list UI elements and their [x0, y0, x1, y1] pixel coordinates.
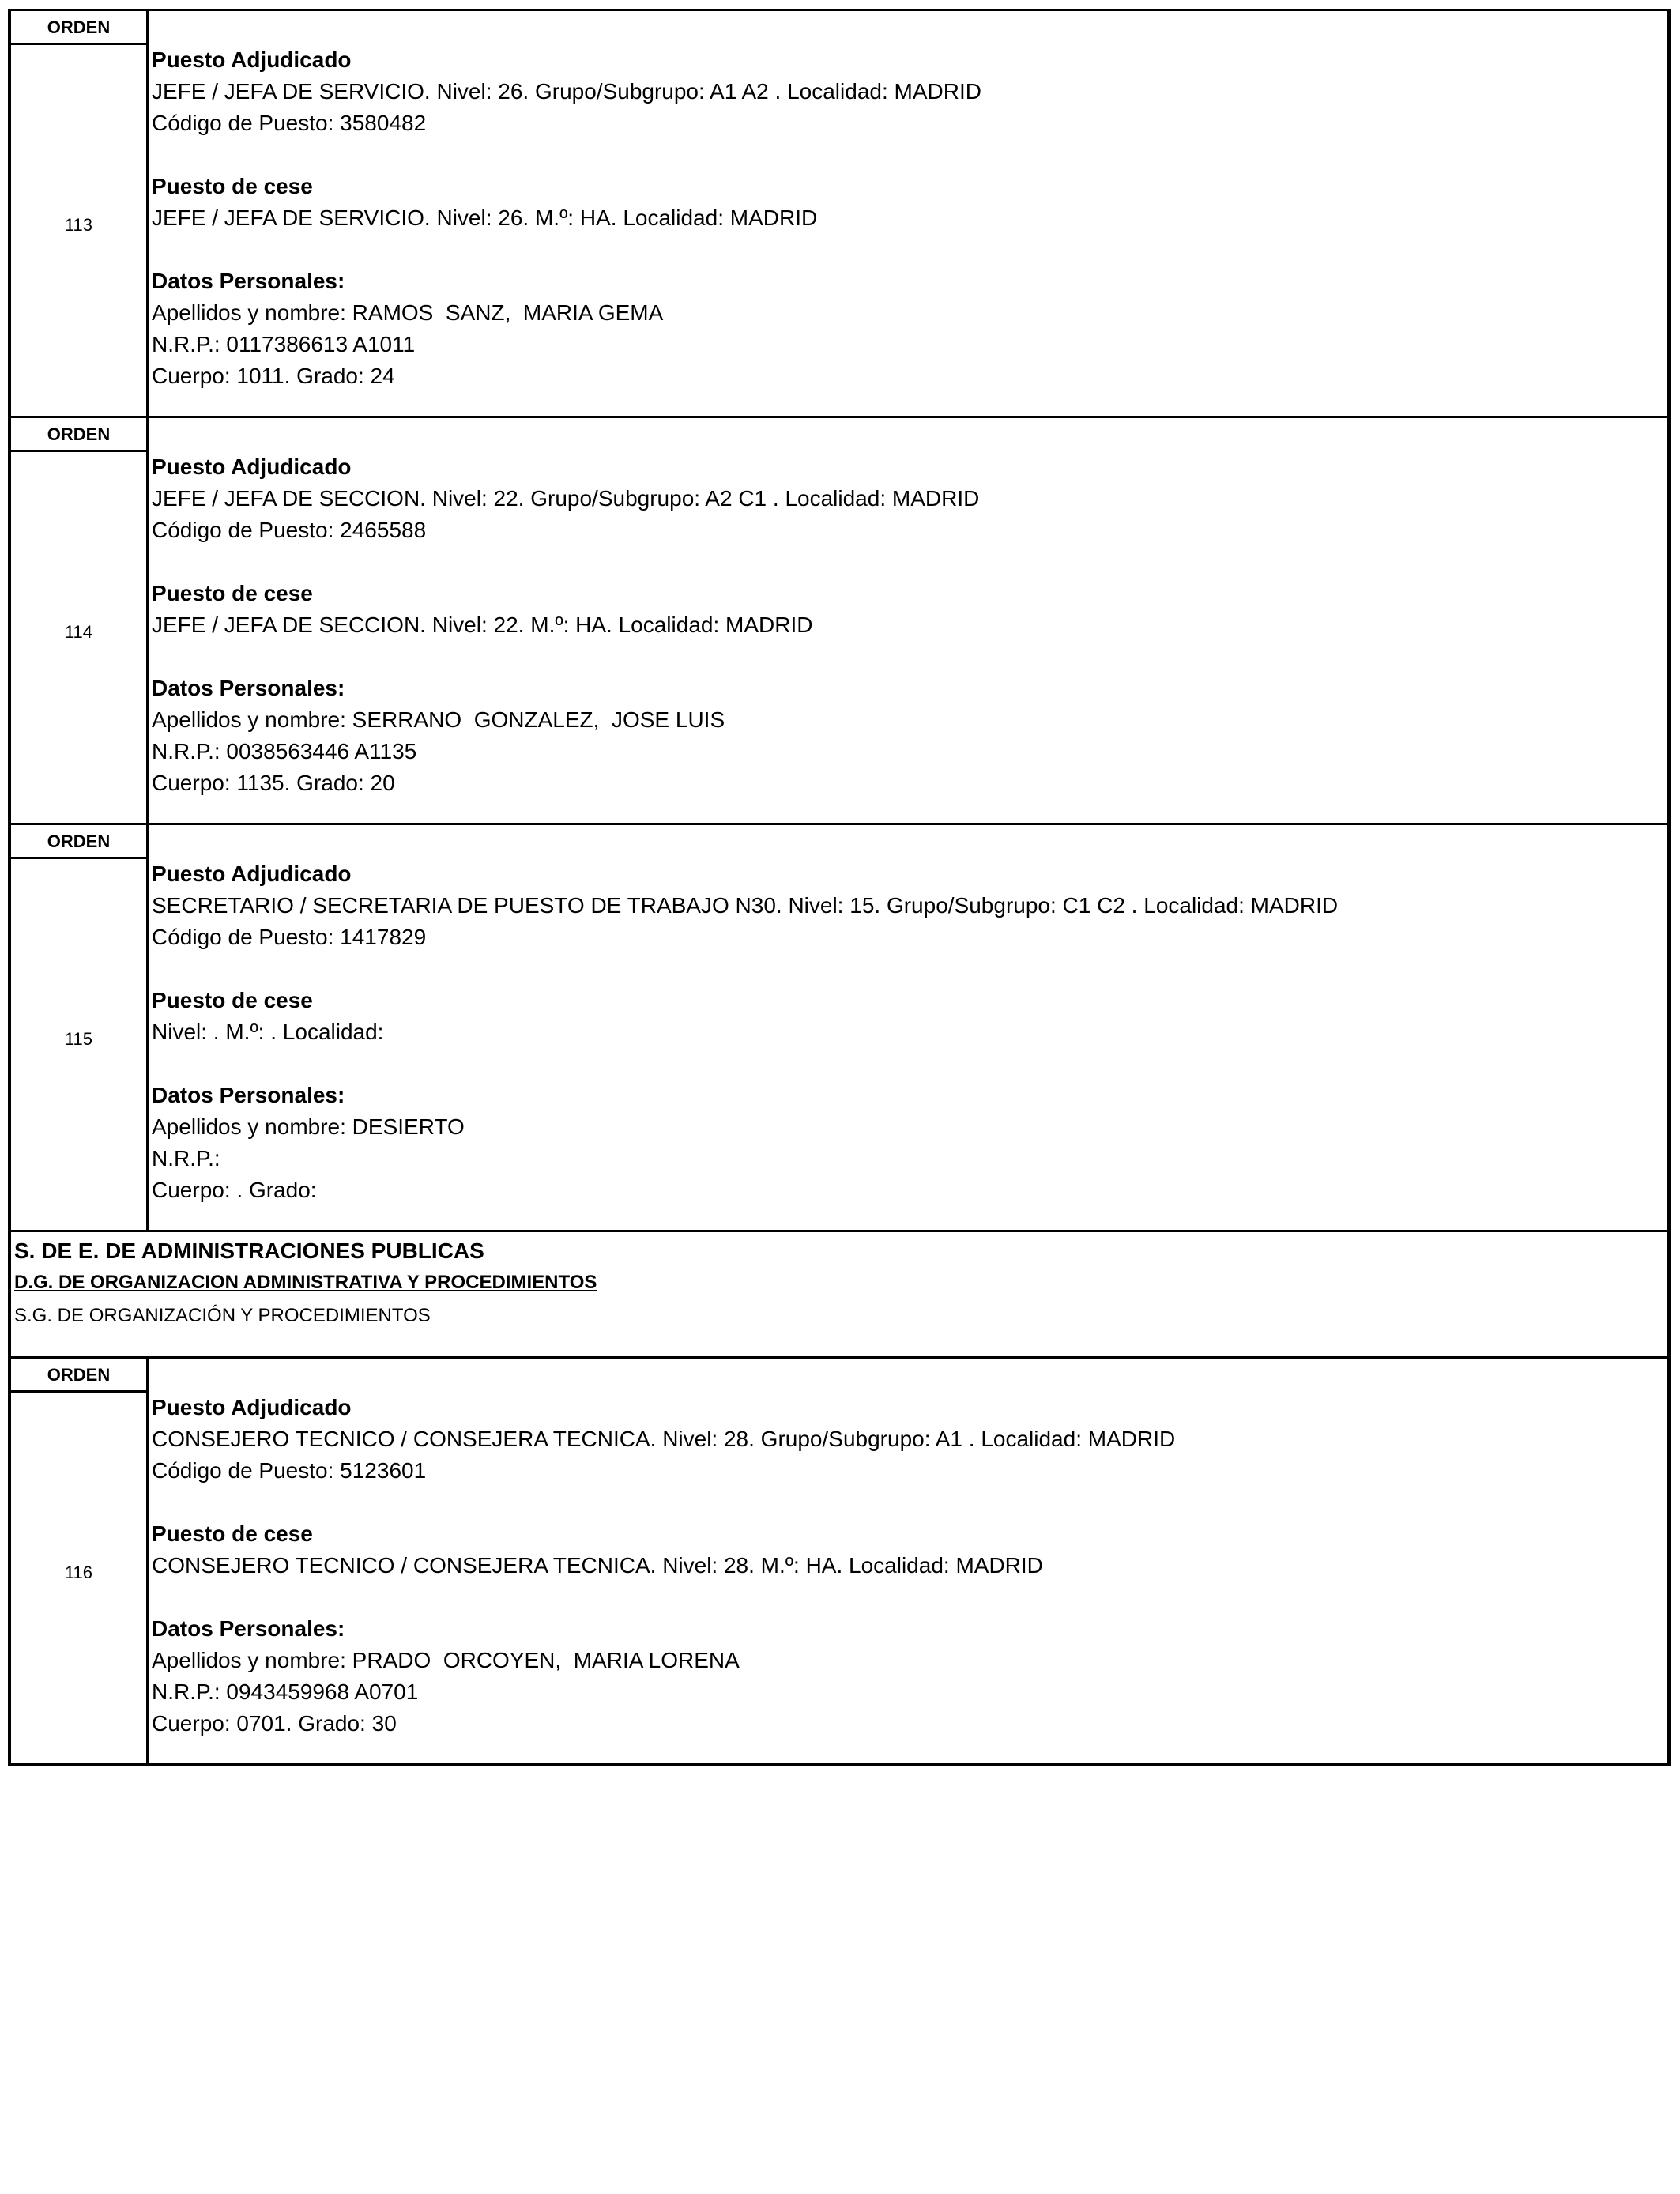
apellidos-nombre: Apellidos y nombre: DESIERTO — [152, 1114, 465, 1139]
orden-label: ORDEN — [11, 11, 146, 45]
apellidos-nombre: Apellidos y nombre: SERRANO GONZALEZ, JOSE LUIS — [152, 707, 725, 732]
section-title: S. DE E. DE ADMINISTRACIONES PUBLICAS — [14, 1238, 484, 1263]
cuerpo-grado: Cuerpo: 0701. Grado: 30 — [152, 1711, 397, 1736]
apellidos-nombre: Apellidos y nombre: RAMOS SANZ, MARIA GEMA — [152, 300, 664, 325]
puesto-cese-heading: Puesto de cese — [152, 1521, 313, 1546]
section-subtitle: D.G. DE ORGANIZACION ADMINISTRATIVA Y PROCEDIMIENTOS — [14, 1272, 597, 1293]
puesto-cese-heading: Puesto de cese — [152, 581, 313, 605]
orden-label: ORDEN — [11, 418, 146, 452]
entry-details — [152, 858, 1667, 1206]
orden-number: 114 — [64, 622, 93, 642]
puesto-cese-heading: Puesto de cese — [152, 988, 313, 1012]
nrp: N.R.P.: 0943459968 A0701 — [152, 1679, 419, 1704]
orden-number: 115 — [64, 1029, 93, 1049]
section-header — [11, 1232, 1667, 1359]
orden-number: 113 — [64, 215, 93, 235]
puesto-adjudicado-description: JEFE / JEFA DE SECCION. Nivel: 22. Grupo/Subgrupo: A2 C1 . Localidad: MADRID — [152, 486, 980, 511]
puesto-cese-description: CONSEJERO TECNICO / CONSEJERA TECNICA. Nivel: 28. M.º: HA. Localidad: MADRID — [152, 1553, 1043, 1578]
entry-row — [11, 1359, 1667, 1766]
orden-cell — [11, 418, 149, 823]
orden-cell — [11, 1359, 149, 1763]
entry-details — [152, 44, 1667, 392]
orden-cell — [11, 11, 149, 416]
nrp: N.R.P.: 0117386613 A1011 — [152, 332, 416, 356]
entry-row — [11, 11, 1667, 418]
datos-personales-heading: Datos Personales: — [152, 1616, 345, 1641]
puesto-adjudicado-description: SECRETARIO / SECRETARIA DE PUESTO DE TRABAJO N30. Nivel: 15. Grupo/Subgrupo: C1 C2 . Localidad: MADRID — [152, 893, 1339, 918]
puesto-adjudicado-heading: Puesto Adjudicado — [152, 861, 352, 886]
puesto-adjudicado-heading: Puesto Adjudicado — [152, 1395, 352, 1419]
entry-row — [11, 418, 1667, 825]
nrp: N.R.P.: 0038563446 A1135 — [152, 739, 417, 763]
orden-label: ORDEN — [11, 1359, 146, 1393]
puesto-adjudicado-description: JEFE / JEFA DE SERVICIO. Nivel: 26. Grupo/Subgrupo: A1 A2 . Localidad: MADRID — [152, 79, 981, 104]
puesto-cese-description: JEFE / JEFA DE SERVICIO. Nivel: 26. M.º: HA. Localidad: MADRID — [152, 205, 818, 230]
puesto-cese-description: Nivel: . M.º: . Localidad: — [152, 1020, 384, 1044]
puesto-cese-description: JEFE / JEFA DE SECCION. Nivel: 22. M.º: HA. Localidad: MADRID — [152, 613, 813, 637]
puesto-adjudicado-heading: Puesto Adjudicado — [152, 454, 352, 479]
document-table — [8, 9, 1671, 1766]
orden-label: ORDEN — [11, 825, 146, 859]
orden-number: 116 — [64, 1563, 93, 1582]
datos-personales-heading: Datos Personales: — [152, 269, 345, 293]
codigo-puesto: Código de Puesto: 5123601 — [152, 1458, 427, 1483]
puesto-adjudicado-description: CONSEJERO TECNICO / CONSEJERA TECNICA. Nivel: 28. Grupo/Subgrupo: A1 . Localidad: MADRID — [152, 1427, 1176, 1451]
datos-personales-heading: Datos Personales: — [152, 676, 345, 700]
datos-personales-heading: Datos Personales: — [152, 1083, 345, 1107]
orden-cell — [11, 825, 149, 1230]
codigo-puesto: Código de Puesto: 3580482 — [152, 111, 427, 135]
codigo-puesto: Código de Puesto: 1417829 — [152, 925, 427, 949]
entry-details — [152, 451, 1667, 799]
codigo-puesto: Código de Puesto: 2465588 — [152, 518, 427, 542]
cuerpo-grado: Cuerpo: . Grado: — [152, 1178, 317, 1202]
puesto-cese-heading: Puesto de cese — [152, 174, 313, 198]
entry-details — [152, 1392, 1667, 1740]
apellidos-nombre: Apellidos y nombre: PRADO ORCOYEN, MARIA LORENA — [152, 1648, 740, 1672]
nrp: N.R.P.: — [152, 1146, 220, 1171]
cuerpo-grado: Cuerpo: 1011. Grado: 24 — [152, 364, 395, 388]
entry-row — [11, 825, 1667, 1232]
puesto-adjudicado-heading: Puesto Adjudicado — [152, 47, 352, 72]
section-subsubtitle: S.G. DE ORGANIZACIÓN Y PROCEDIMIENTOS — [14, 1305, 431, 1326]
cuerpo-grado: Cuerpo: 1135. Grado: 20 — [152, 771, 395, 795]
